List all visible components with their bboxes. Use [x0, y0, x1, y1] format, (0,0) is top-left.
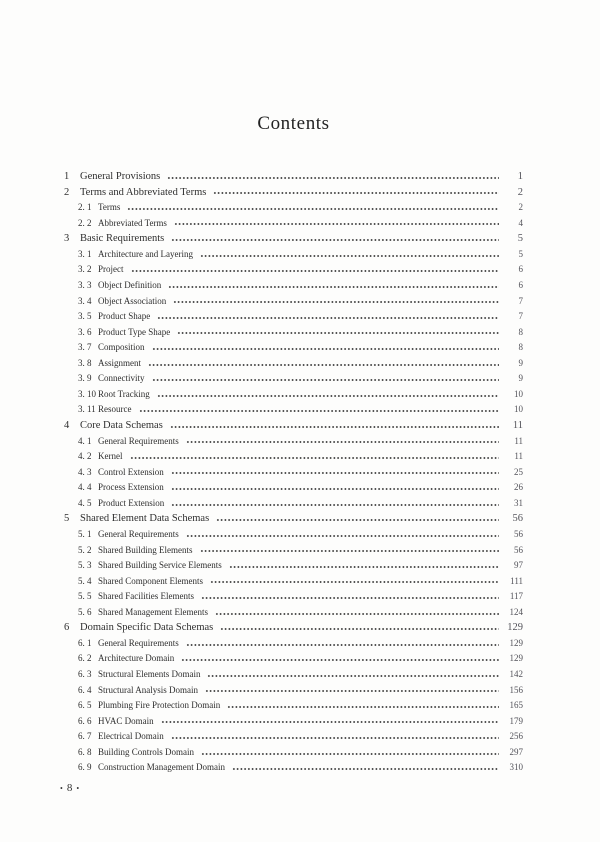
toc-entry-page: 56 — [512, 513, 523, 525]
toc-entry-title: Architecture and Layering — [98, 248, 193, 259]
toc-entry-number: 3. 6 — [78, 326, 92, 337]
toc-entry-title: Shared Management Elements — [98, 606, 208, 617]
toc-entry — [64, 482, 523, 498]
toc-entry-number: 3. 3 — [78, 279, 92, 290]
toc-entry-title: General Requirements — [98, 435, 179, 446]
toc-entry-page: 11 — [512, 420, 523, 431]
toc-entry — [64, 404, 523, 420]
toc-entry — [64, 280, 523, 296]
toc-entry-title: Process Extension — [98, 482, 164, 493]
toc-entry-page: 97 — [514, 560, 523, 571]
dot-leader — [181, 658, 499, 662]
toc-entry-page: 9 — [518, 357, 523, 368]
toc-entry-number: 3. 9 — [78, 373, 92, 384]
toc-entry-title: Shared Building Elements — [98, 544, 193, 555]
toc-entry-title: Structural Elements Domain — [98, 669, 201, 679]
dot-leader — [171, 736, 499, 740]
toc-entry-title: Project — [98, 264, 124, 275]
toc-entry-title: Product Shape — [98, 311, 151, 322]
toc-entry-page: 26 — [514, 482, 523, 493]
dot-leader — [170, 425, 499, 429]
toc-entry-page: 56 — [514, 528, 523, 539]
dot-leader — [130, 456, 500, 460]
toc-entry — [64, 700, 523, 716]
toc-entry-title: Resource — [98, 404, 132, 415]
toc-entry-number: 4 — [64, 420, 70, 431]
toc-entry — [64, 451, 523, 467]
toc-entry-page: 9 — [518, 373, 523, 384]
toc-entry — [64, 638, 523, 654]
table-of-contents — [64, 171, 523, 778]
dot-leader — [173, 300, 499, 304]
toc-entry-title: Building Controls Domain — [98, 746, 195, 757]
toc-entry-number: 3. 10 — [78, 388, 96, 399]
dot-leader — [171, 487, 499, 491]
toc-entry-page: 117 — [509, 591, 523, 602]
toc-entry-title: Connectivity — [98, 373, 145, 384]
toc-entry-number: 1 — [64, 171, 70, 182]
toc-entry — [64, 669, 523, 685]
toc-entry-page: 111 — [510, 575, 523, 586]
toc-entry — [64, 327, 523, 343]
toc-entry-number: 6 — [64, 622, 70, 634]
toc-entry-title: Abbreviated Terms — [98, 217, 167, 228]
toc-entry-title: Kernel — [98, 451, 123, 462]
toc-entry-page: 156 — [509, 684, 523, 695]
toc-entry-number: 3. 1 — [78, 248, 92, 259]
toc-entry-number: 2. 1 — [78, 202, 92, 213]
toc-entry-title: Product Extension — [98, 497, 165, 508]
toc-entry-page: 10 — [514, 404, 523, 415]
dot-leader — [186, 534, 499, 538]
toc-entry — [64, 420, 523, 436]
dot-leader — [131, 269, 500, 273]
dot-leader — [200, 254, 499, 258]
toc-entry-number: 4. 2 — [78, 451, 92, 462]
toc-entry-title: Terms and Abbreviated Terms — [80, 186, 207, 198]
toc-entry-number: 5. 1 — [78, 528, 92, 539]
toc-entry-title: General Requirements — [98, 528, 179, 539]
toc-entry-title: Architecture Domain — [98, 653, 175, 664]
toc-entry-number: 3. 11 — [78, 404, 96, 415]
toc-entry-page: 4 — [518, 217, 523, 228]
dot-leader — [171, 503, 499, 507]
toc-entry-page: 11 — [514, 435, 523, 446]
toc-entry-page: 25 — [514, 466, 523, 477]
toc-entry-title: General Provisions — [80, 171, 161, 182]
dot-leader — [157, 394, 499, 398]
dot-leader — [186, 643, 499, 647]
toc-entry-page: 179 — [509, 715, 523, 726]
toc-entry-title: HVAC Domain — [98, 715, 154, 726]
toc-entry-number: 6. 7 — [78, 731, 92, 742]
toc-entry-number: 5. 5 — [78, 591, 92, 602]
toc-entry-page: 56 — [514, 544, 523, 555]
page-title: Contents — [257, 113, 330, 134]
toc-entry-page: 2 — [518, 202, 523, 213]
footer-page-number — [60, 782, 79, 794]
toc-entry-page: 8 — [518, 342, 523, 353]
toc-entry — [64, 731, 523, 747]
toc-entry-page: 6 — [518, 264, 523, 275]
toc-entry-number: 4. 3 — [78, 466, 92, 477]
dot-leader — [229, 565, 499, 569]
dot-leader — [177, 331, 499, 335]
dot-leader — [220, 627, 499, 631]
dot-leader — [127, 207, 499, 211]
toc-entry-number: 5. 6 — [78, 606, 92, 617]
toc-entry-page: 8 — [518, 326, 523, 337]
toc-entry-title: Basic Requirements — [80, 233, 165, 245]
dot-leader — [161, 720, 499, 724]
toc-entry-number: 5. 2 — [78, 544, 92, 555]
toc-entry-number: 4. 4 — [78, 482, 92, 493]
toc-entry-title: Domain Specific Data Schemas — [80, 622, 214, 634]
dot-leader — [215, 612, 499, 616]
footer-number: 8 — [66, 782, 73, 794]
toc-entry-title: Object Definition — [98, 279, 162, 290]
toc-entry-number: 6. 6 — [78, 715, 92, 726]
toc-entry-page: 142 — [509, 669, 523, 679]
toc-entry-page: 129 — [507, 622, 523, 634]
dot-leader — [168, 285, 499, 289]
toc-entry — [64, 233, 523, 249]
toc-entry-number: 3. 4 — [78, 295, 92, 306]
toc-entry-number: 5. 4 — [78, 575, 92, 586]
toc-entry-page: 124 — [509, 606, 523, 617]
toc-entry-number: 2. 2 — [78, 217, 92, 228]
dot-leader — [139, 409, 500, 413]
toc-entry — [64, 342, 523, 358]
toc-entry-page: 2 — [517, 186, 523, 198]
toc-entry — [64, 358, 523, 374]
toc-entry — [64, 218, 523, 234]
toc-entry-page: 5 — [517, 233, 523, 245]
toc-entry-number: 6. 5 — [78, 700, 92, 711]
dot-leader — [148, 363, 499, 367]
toc-entry-page: 1 — [517, 171, 523, 182]
toc-entry — [64, 513, 523, 529]
toc-entry-title: Electrical Domain — [98, 731, 164, 742]
dot-leader — [210, 580, 499, 584]
dot-leader — [152, 347, 499, 351]
dot-leader — [200, 549, 500, 553]
toc-entry — [64, 171, 523, 187]
toc-entry — [64, 591, 523, 607]
dot-leader — [213, 191, 499, 195]
toc-entry-number: 4. 5 — [78, 497, 92, 508]
dot-leader — [216, 518, 499, 522]
dot-leader — [201, 752, 499, 756]
dot-leader — [232, 767, 499, 771]
footer-left-bullet: • — [60, 783, 63, 793]
toc-entry-title: Structural Analysis Domain — [98, 684, 198, 695]
dot-leader — [171, 238, 499, 242]
toc-entry-page: 11 — [514, 451, 523, 462]
toc-entry-number: 3. 7 — [78, 342, 92, 353]
toc-entry-page: 297 — [509, 746, 523, 757]
toc-entry-number: 3. 5 — [78, 311, 92, 322]
toc-entry-number: 6. 3 — [78, 669, 92, 679]
toc-entry-title: Object Association — [98, 295, 167, 306]
toc-entry — [64, 311, 523, 327]
toc-entry-page: 165 — [509, 700, 523, 711]
toc-entry — [64, 373, 523, 389]
dot-leader — [207, 674, 499, 678]
toc-entry-page: 256 — [509, 731, 523, 742]
toc-entry-title: Terms — [98, 202, 121, 213]
toc-entry — [64, 296, 523, 312]
toc-entry — [64, 747, 523, 763]
toc-entry-number: 6. 2 — [78, 653, 92, 664]
toc-entry-number: 4. 1 — [78, 435, 92, 446]
toc-entry-number: 3 — [64, 233, 70, 245]
dot-leader — [205, 689, 499, 693]
toc-entry — [64, 202, 523, 218]
toc-entry-title: Product Type Shape — [98, 326, 171, 337]
toc-entry — [64, 498, 523, 514]
toc-entry-page: 7 — [518, 295, 523, 306]
toc-entry-title: Root Tracking — [98, 388, 150, 399]
dot-leader — [157, 316, 499, 320]
toc-entry-page: 7 — [518, 311, 523, 322]
toc-entry — [64, 716, 523, 732]
toc-entry-number: 5. 3 — [78, 560, 92, 571]
dot-leader — [227, 705, 499, 709]
dot-leader — [186, 440, 499, 444]
toc-entry-title: Shared Building Service Elements — [98, 560, 222, 571]
toc-entry-title: Assignment — [98, 357, 142, 368]
toc-entry-title: Shared Component Elements — [98, 575, 203, 586]
dot-leader — [201, 596, 499, 600]
toc-entry-page: 5 — [518, 248, 523, 259]
toc-entry — [64, 436, 523, 452]
toc-entry-title: General Requirements — [98, 637, 179, 648]
toc-entry-title: Construction Management Domain — [98, 762, 225, 773]
toc-entry-number: 6. 1 — [78, 637, 92, 648]
toc-entry — [64, 545, 523, 561]
toc-entry — [64, 529, 523, 545]
toc-entry-number: 6. 4 — [78, 684, 92, 695]
toc-entry-title: Shared Facilities Elements — [98, 591, 194, 602]
toc-entry — [64, 389, 523, 405]
toc-entry — [64, 762, 523, 778]
toc-entry-page: 31 — [514, 497, 523, 508]
toc-entry-number: 6. 9 — [78, 762, 92, 773]
toc-entry — [64, 622, 523, 638]
toc-entry — [64, 249, 523, 265]
dot-leader — [152, 378, 500, 382]
toc-entry-number: 2 — [64, 186, 70, 198]
toc-entry-title: Shared Element Data Schemas — [80, 513, 210, 525]
toc-entry — [64, 560, 523, 576]
footer-right-bullet: • — [76, 783, 80, 793]
toc-entry-page: 6 — [518, 279, 523, 290]
toc-entry — [64, 264, 523, 280]
toc-entry — [64, 685, 523, 701]
toc-entry — [64, 576, 523, 592]
toc-entry — [64, 187, 523, 203]
toc-entry-page: 129 — [509, 653, 523, 664]
toc-entry-page: 129 — [509, 637, 523, 648]
dot-leader — [171, 471, 499, 475]
toc-entry-title: Composition — [98, 342, 145, 353]
toc-entry-number: 3. 2 — [78, 264, 92, 275]
toc-entry-title: Plumbing Fire Protection Domain — [98, 700, 221, 711]
toc-entry-title: Control Extension — [98, 466, 164, 477]
dot-leader — [174, 222, 499, 226]
toc-entry-number: 3. 8 — [78, 357, 92, 368]
toc-entry-number: 5 — [64, 513, 70, 525]
toc-entry-page: 10 — [514, 388, 523, 399]
dot-leader — [167, 176, 499, 180]
toc-entry-number: 6. 8 — [78, 746, 92, 757]
toc-entry — [64, 607, 523, 623]
toc-entry-page: 310 — [509, 762, 523, 773]
toc-entry — [64, 653, 523, 669]
toc-entry — [64, 467, 523, 483]
toc-entry-title: Core Data Schemas — [80, 420, 163, 431]
